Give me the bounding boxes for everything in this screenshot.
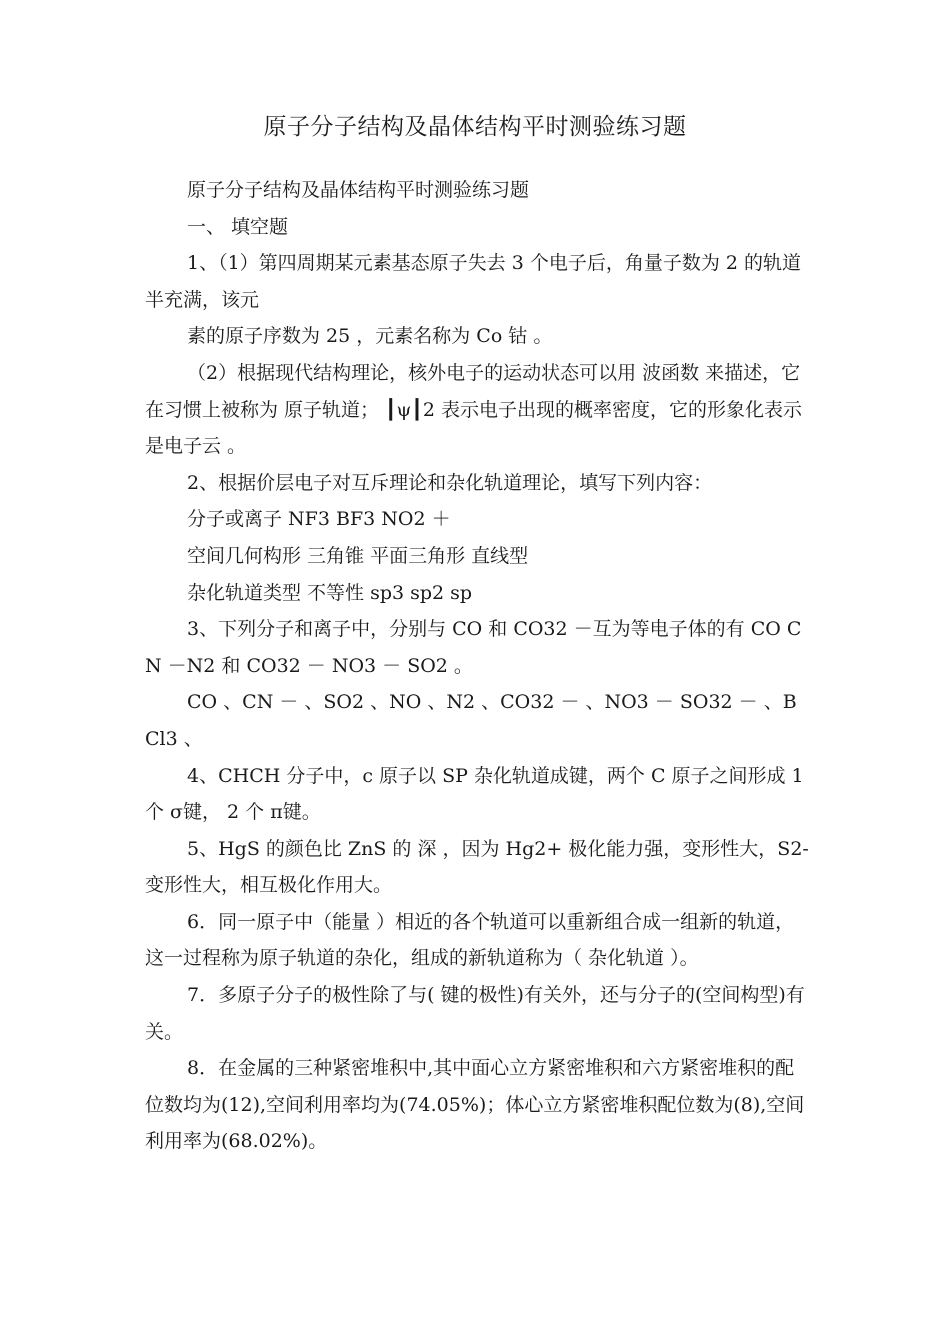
- paragraph-q3: 3、下列分子和离子中，分别与 CO 和 CO32 －互为等电子体的有 CO CN －N2 和 CO32 － NO3 － SO2 。: [145, 618, 802, 677]
- paragraph-subtitle: 原子分子结构及晶体结构平时测验练习题: [187, 179, 530, 201]
- paragraph-q7: 7．多原子分子的极性除了与( 键的极性)有关外，还与分子的(空间构型)有关。: [145, 984, 805, 1043]
- paragraph-q4: 4、CHCH 分子中，c 原子以 SP 杂化轨道成键，两个 C 原子之间形成 1 个 σ键， 2 个 π键。: [145, 764, 804, 824]
- table-row-hybridization: 杂化轨道类型 不等性 sp3 sp2 sp: [187, 581, 473, 604]
- paragraph-q6: 6．同一原子中（能量 ）相近的各个轨道可以重新组合成一组新的轨道，这一过程称为原子轨道的杂化，组成的新轨道称为（ 杂化轨道 ）。: [145, 910, 795, 970]
- paragraph-q3-options: CO 、CN － 、SO2 、NO 、N2 、CO32 － 、NO3 － SO32 － 、BCl3 、: [145, 691, 797, 750]
- document-title: 原子分子结构及晶体结构平时测验练习题: [263, 114, 687, 140]
- section-heading: 一、 填空题: [187, 215, 289, 238]
- document-body: [145, 172, 810, 1160]
- paragraph-q2: 2、根据价层电子对互斥理论和杂化轨道理论，填写下列内容：: [187, 471, 713, 494]
- table-row-molecules: 分子或离子 NF3 BF3 NO2 ＋: [187, 508, 451, 531]
- paragraph-q1-part1: 1、（1）第四周期某元素基态原子失去 3 个电子后，角量子数为 2 的轨道半充满，该元: [145, 252, 802, 311]
- paragraph-q8: 8．在金属的三种紧密堆积中,其中面心立方紧密堆积和六方紧密堆积的配位数均为(12),空间利用率均为(74.05%)；体心立方紧密堆积配位数为(8),空间利用率为(68.02%)。: [145, 1057, 805, 1153]
- paragraph-q1-part2: （2）根据现代结构理论，核外电子的运动状态可以用 波函数 来描述，它在习惯上被称为 原子轨道； ┃ψ┃2 表示电子出现的概率密度，它的形象化表示是电子云 。: [145, 361, 802, 458]
- paragraph-q5: 5、HgS 的颜色比 ZnS 的 深 ，因为 Hg2+ 极化能力强，变形性大，S2-变形性大，相互极化作用大。: [145, 837, 809, 897]
- paragraph-q1-part1-answer: 素的原子序数为 25 ，元素名称为 Co 钴 。: [187, 325, 553, 348]
- table-row-geometry: 空间几何构形 三角锥 平面三角形 直线型: [187, 544, 529, 567]
